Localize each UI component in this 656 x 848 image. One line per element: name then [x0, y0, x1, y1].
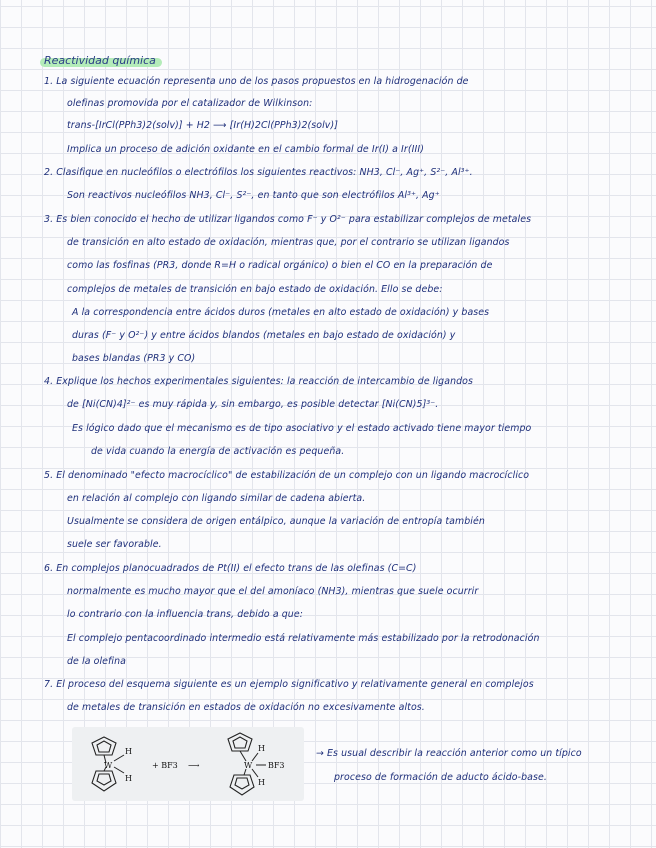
- text-line: A la correspondencia entre ácidos duros (metales en alto estado de oxidación) y bases: [72, 307, 490, 318]
- page-title-text: Reactividad química: [44, 54, 156, 67]
- right-bf3-label: BF3: [268, 761, 285, 770]
- text-line: 4. Explique los hechos experimentales siguientes: la reacción de intercambio de ligandos: [44, 376, 473, 387]
- right-h-top-label: H: [258, 744, 265, 753]
- text-line: → Es usual describir la reacción anterior como un típico: [316, 748, 582, 759]
- text-line: 5. El denominado "efecto macrocíclico" de estabilización de un complejo con un ligando macrocíclico: [44, 470, 530, 481]
- text-line: de transición en alto estado de oxidación, mientras que, por el contrario se utilizan ligandos: [67, 237, 510, 248]
- left-h-top-label: H: [125, 747, 132, 756]
- text-line: de vida cuando la energía de activación es pequeña.: [91, 446, 345, 457]
- text-line: de la olefina: [67, 656, 127, 667]
- text-line: de [Ni(CN)4]²⁻ es muy rápida y, sin embargo, es posible detectar [Ni(CN)5]³⁻.: [67, 399, 439, 410]
- text-line: suele ser favorable.: [67, 539, 162, 550]
- text-line: 2. Clasifique en nucleófilos o electrófilos los siguientes reactivos: NH3, Cl⁻, Ag⁺, S²⁻, Al³⁺.: [44, 167, 473, 178]
- text-line: normalmente es mucho mayor que el del amoníaco (NH3), mientras que suele ocurrir: [67, 586, 479, 597]
- right-cp-ring-bottom: [230, 775, 254, 795]
- reaction-arrow: ⟶: [188, 761, 200, 770]
- left-cp-ring-top: [92, 737, 116, 755]
- text-line: Implica un proceso de adición oxidante en el cambio formal de Ir(I) a Ir(III): [67, 144, 424, 155]
- text-line: Es lógico dado que el mecanismo es de tipo asociativo y el estado activado tiene mayor tiempo: [72, 423, 532, 434]
- text-line: 7. El proceso del esquema siguiente es un ejemplo significativo y relativamente general en complejos: [44, 679, 534, 690]
- left-metal-label: W: [104, 761, 113, 770]
- left-h-bottom-label: H: [125, 774, 132, 783]
- page-title: [40, 54, 162, 67]
- text-line: 6. En complejos planocuadrados de Pt(II) el efecto trans de las olefinas (C=C): [44, 563, 417, 574]
- reaction-scheme: [72, 727, 304, 801]
- text-line: 1. La siguiente ecuación representa uno de los pasos propuestos en la hidrogenación de: [44, 76, 469, 87]
- text-line: olefinas promovida por el catalizador de Wilkinson:: [67, 98, 313, 109]
- reaction-scheme-image: [72, 727, 304, 801]
- left-cp-ring-bottom: [92, 771, 116, 791]
- text-line: complejos de metales de transición en bajo estado de oxidación. Ello se debe:: [67, 284, 443, 295]
- plus-reagent-label: + BF3: [152, 761, 178, 770]
- text-line: como las fosfinas (PR3, donde R=H o radical orgánico) o bien el CO en la preparación de: [67, 260, 493, 271]
- text-line: El complejo pentacoordinado intermedio está relativamente más estabilizado por la retrodonación: [67, 633, 540, 644]
- right-cp-ring-top: [228, 733, 252, 751]
- text-line: Son reactivos nucleófilos NH3, Cl⁻, S²⁻, en tanto que son electrófilos Al³⁺, Ag⁺: [67, 190, 440, 201]
- text-line: bases blandas (PR3 y CO): [72, 353, 196, 364]
- right-metal-label: W: [244, 761, 253, 770]
- text-line: 3. Es bien conocido el hecho de utilizar ligandos como F⁻ y O²⁻ para estabilizar complejos de metales: [44, 214, 532, 225]
- text-line: trans-[IrCl(PPh3)2(solv)] + H2 ⟶ [Ir(H)2Cl(PPh3)2(solv)]: [67, 120, 338, 131]
- text-line: en relación al complejo con ligando similar de cadena abierta.: [67, 493, 366, 504]
- text-line: duras (F⁻ y O²⁻) y entre ácidos blandos (metales en bajo estado de oxidación) y: [72, 330, 456, 341]
- text-line: proceso de formación de aducto ácido-base.: [334, 772, 547, 783]
- right-h-bottom-label: H: [258, 778, 265, 787]
- text-line: de metales de transición en estados de oxidación no excesivamente altos.: [67, 702, 425, 713]
- text-line: Usualmente se considera de origen entálpico, aunque la variación de entropía también: [67, 516, 485, 527]
- text-line: lo contrario con la influencia trans, debido a que:: [67, 609, 303, 620]
